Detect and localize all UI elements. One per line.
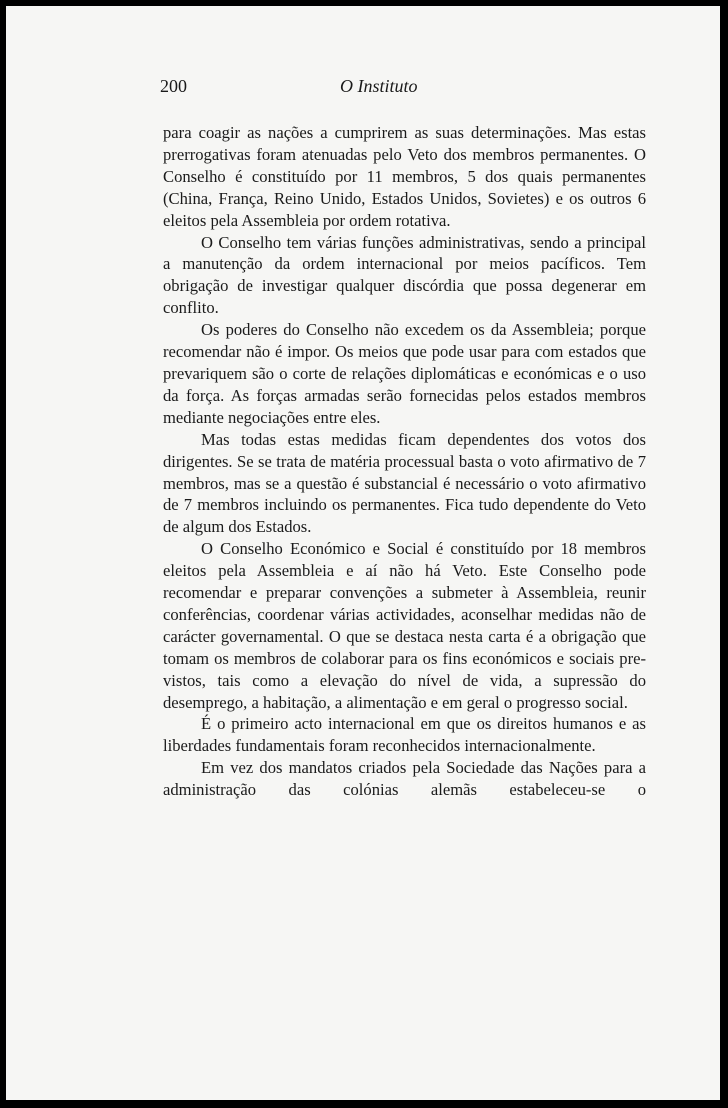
- book-page: [6, 6, 720, 1100]
- running-title: O Instituto: [340, 76, 418, 96]
- paragraph: O Conselho Económico e Social é constituído por 18 membros eleitos pela Assembleia e aí não há Veto. Este Conselho pode recomendar e preparar convenções a submeter à Assembleia, reunir conferências, coordenar várias actividades, aconselhar medidas não de carácter governamental. O que se destaca nesta carta é a obrigação que tomam os membros de colaborar para os fins económicos e sociais previstos, tais como a elevação do nível de vida, a supressão do desemprego, a habitação, a alimentação e em geral o progresso social.: [163, 539, 646, 712]
- paragraph: É o primeiro acto internacional em que os direitos humanos e as liberdades fundamentais foram reconhecidos internacionalmente.: [163, 714, 646, 756]
- page-number: 200: [160, 76, 187, 96]
- paragraph: O Conselho tem várias funções administrativas, sendo a principal a manutenção da ordem internacional por meios pacíficos. Tem obrigação de investigar qualquer discórdia que possa degenerar em conflito.: [163, 232, 646, 318]
- paragraph: Os poderes do Conselho não excedem os da Assembleia; porque recomendar não é impor. Os meios que pode usar para com estados que prevariquem são o corte de relações diplomáticas e económicas e o uso da força. As forças armadas serão fornecidas pelos estados membros mediante negociações entre eles.: [163, 320, 646, 427]
- paragraph: para coagir as nações a cumprirem as suas determinações. Mas estas prerrogativas foram atenuadas pelo Veto dos membros permanentes. O Conselho é constituído por 11 membros, 5 dos quais permanentes (China, França, Reino Unido, Estados Unidos, Sovietes) e os outros 6 eleitos pela Assembleia por ordem rotativa.: [163, 123, 646, 230]
- page-header: [160, 76, 648, 106]
- paragraph: Mas todas estas medidas ficam dependentes dos votos dos dirigentes. Se se trata de matéria processual basta o voto afirmativo de 7 membros, mas se a questão é substancial é necessário o voto afirmativo de 7 membros incluindo os permanentes. Fica tudo dependente do Veto de algum dos Estados.: [163, 429, 646, 537]
- paragraph: Em vez dos mandatos criados pela Sociedade das Nações para a administração das colónias alemãs estabeleceu-se o: [163, 758, 646, 800]
- body-text: [163, 122, 646, 801]
